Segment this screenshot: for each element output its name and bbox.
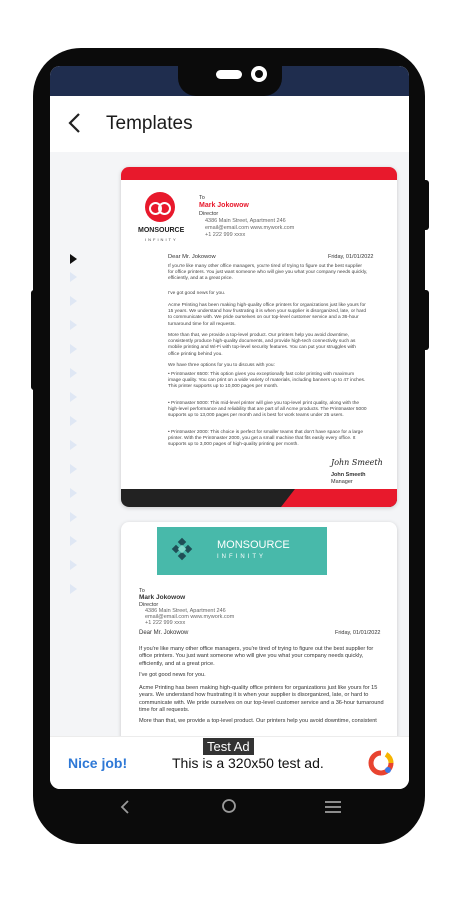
letter-paragraph: If you're like many other office managers, you're tired of trying to figure out the best supplier for office printers. You just want someone who will give you what your company needs quickly, efficiently, and at a great price. [168,264,368,282]
template-brand: MONSOURCE [217,539,290,551]
templates-list[interactable] [50,152,409,736]
template-brand-sub: INFINITY [145,237,178,242]
indicator-icon [70,368,77,378]
signature: John Smeeth [331,458,383,467]
recipient-to: To [199,195,205,201]
infinity-logo-icon [145,192,175,222]
template-card-teal[interactable] [121,522,397,736]
indicator-icon [70,512,77,522]
page-title: Templates [106,113,193,134]
indicator-icon [70,536,77,546]
nav-back-icon[interactable] [118,799,132,815]
indicator-icon [70,272,77,282]
contact-line: 4386 Main Street, Apartment 246 [145,608,226,614]
ad-banner[interactable] [50,736,409,789]
template-card-red[interactable] [121,167,397,507]
system-nav-bar [50,789,409,825]
letter-paragraph: We have three options for you to discuss with you: [168,363,275,368]
contact-line: email@email.com www.mywork.com [205,225,295,231]
template-position-indicator [64,264,78,614]
ad-cta-link[interactable]: Nice job! [68,755,128,771]
signer-title: Manager [331,479,353,485]
signer-name: John Smeeth [331,472,366,478]
indicator-icon [70,488,77,498]
letter-paragraph: If you're like many other office managers, you're tired of trying to figure out the best supplier for office printers. You just want someone who will give you what your company needs quickly, efficiently, and at a great price. [139,646,374,667]
letter-paragraph: More than that, we provide a top-level product. Our printers help you avoid downtime, consistent [139,718,377,724]
indicator-icon [70,344,77,354]
letter-paragraph: I've got good news for you. [168,291,226,296]
letter-paragraph: Acme Printing has been making high-quality office printers for organizations just like yours for 15 years. We understand how frustrating it is when your supplier is disorganized, late, or hard to communicate with. We pride ourselves on our top-level customer service and a 36-hour turnaround time for all requests. [139,685,384,713]
letter-paragraph: More than that, we provide a top-level product. Our printers help you avoid downtime, consistently produce high-quality documents, and provide high-tech connectivity such as mobile printing and Wi-Fi with top-level security features. You can put your struggles with office printing behind you. [168,333,356,357]
indicator-icon [70,296,77,306]
indicator-icon [70,464,77,474]
admob-logo-icon [368,750,394,776]
letter-paragraph: I've got good news for you. [139,672,206,678]
nav-menu-icon[interactable] [324,799,342,815]
template-header-bar [121,167,397,180]
template-brand-sub: INFINITY [217,554,266,560]
letter-date: Friday, 01/01/2022 [328,254,374,260]
recipient-name: Mark Jokowow [199,202,249,209]
indicator-icon [70,560,77,570]
earpiece-speaker [216,70,242,79]
salutation: Dear Mr. Jokowow [139,630,189,636]
indicator-icon [70,440,77,450]
front-camera [251,66,267,82]
recipient-name: Mark Jokowow [139,594,186,601]
indicator-icon [70,392,77,402]
letter-paragraph: • Printmaster 6500: This option gives you exceptionally fast color printing with maximum image quality. You can print on a wide variety of materials, including banners up to 47 inches. This printer supports up to 10,000 pages per month. [168,372,366,390]
letter-date: Friday, 01/01/2022 [335,630,381,636]
template-brand: MONSOURCE [138,227,185,234]
contact-line: 4386 Main Street, Apartment 246 [205,218,286,224]
indicator-active-icon [70,254,77,264]
recipient-role: Director [199,211,219,217]
nav-home-icon[interactable] [221,798,237,814]
letter-paragraph: Acme Printing has been making high-quality office printers for organizations just like yours for 15 years. We understand how frustrating it is when your supplier is disorganized, late, or hard to communicate with. We pride ourselves on our top-level customer service and a 36-hour turnaround time for all requests. [168,303,367,327]
back-arrow-icon[interactable] [66,112,86,134]
app-bar [50,96,409,152]
test-ad-badge: Test Ad [203,738,254,755]
contact-line: +1 222 999 xxxx [145,620,186,626]
recipient-to: To [139,588,145,594]
contact-line: email@email.com www.mywork.com [145,614,235,620]
indicator-icon [70,320,77,330]
teal-header [157,527,327,575]
ad-text: This is a 320x50 test ad. [172,755,324,771]
indicator-icon [70,584,77,594]
contact-line: +1 222 999 xxxx [205,232,246,238]
phone-screen [50,66,409,789]
indicator-icon [70,416,77,426]
letter-paragraph: • Printmaster 5000: This mid-level printer will give you top-level print quality, along with the high-level performance and reliability that are part of all Acme products. The Printmaster 5000 supports up to 13,000 pages per month and is best for work teams under 25 users. [168,401,367,419]
letter-paragraph: • Printmaster 2000: This choice is perfect for smaller teams that don't have space for a large printer. With the Printmaster 2000, you get a small machine that fits easily every office. It supports up to 3,000 pages of high-quality printing per month. [168,430,364,448]
template-footer-accent [281,489,397,507]
recipient-role: Director [139,602,159,608]
salutation: Dear Mr. Jokowow [168,254,216,260]
